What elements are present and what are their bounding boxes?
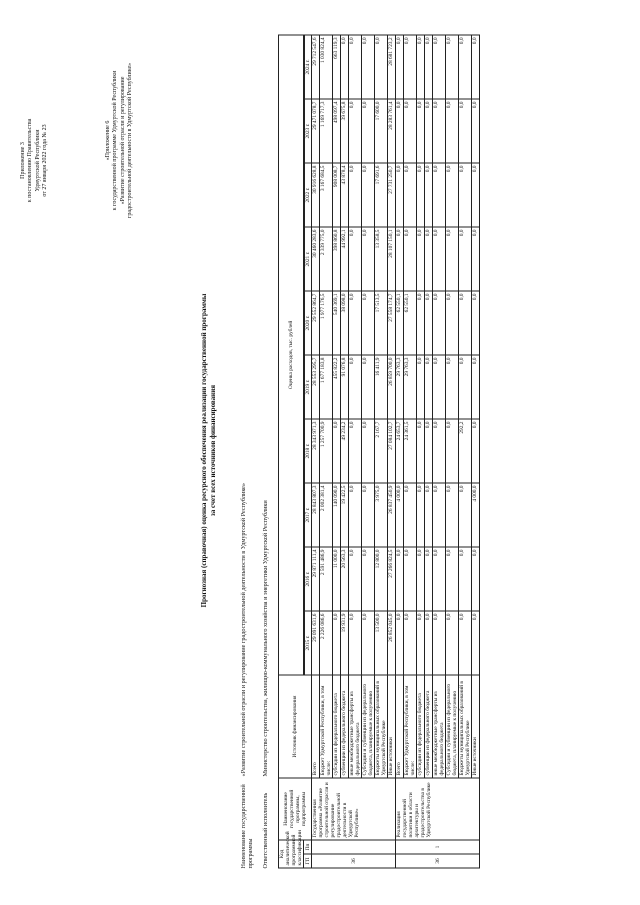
appendix-program-block: [105, 20, 135, 260]
amount-cell: 0,0: [433, 611, 446, 675]
amount-cell: 0,0: [396, 611, 404, 675]
funding-table: [278, 34, 480, 868]
amount-cell: 4 000,0: [396, 483, 404, 547]
amount-cell: 0,0: [446, 547, 459, 611]
amount-cell: 0,0: [417, 547, 425, 611]
gp-code-cell: 36: [312, 854, 396, 868]
table-row: [404, 34, 417, 867]
amount-cell: 0,0: [349, 355, 362, 419]
year-header: 2016 г.: [305, 547, 312, 611]
appendix-line: от 27 января 2022 года № 23: [42, 123, 49, 197]
amount-cell: 0,0: [425, 355, 433, 419]
amount-cell: 0,0: [425, 483, 433, 547]
appendix-program-line: градостроительной деятельности в Удмуртской Республике»: [127, 62, 134, 218]
amount-cell: 24 361,5: [404, 419, 417, 483]
program-name-cell: Государственная программа «Развитие строительной отрасли и регулирование градостроительной деятельности в Удмуртской Республике»: [312, 778, 396, 840]
header-row: [279, 34, 304, 867]
amount-cell: 0,0: [417, 611, 425, 675]
amount-cell: 0,0: [446, 227, 459, 291]
amount-cell: 0,0: [472, 163, 480, 227]
funding-source-cell: Всего: [312, 675, 320, 778]
amount-cell: 2 002 381,4: [320, 483, 333, 547]
amount-cell: 1 977 176,5: [320, 291, 333, 355]
amount-cell: 540 369,1: [333, 291, 341, 355]
amount-cell: 0,0: [459, 163, 472, 227]
funding-source-cell: Иные источники: [388, 675, 396, 778]
amount-cell: 30 916 628,8: [312, 163, 320, 227]
amount-cell: 0,0: [433, 291, 446, 355]
amount-cell: 0,0: [404, 163, 417, 227]
amount-cell: 28 553 295,7: [312, 355, 320, 419]
table-row: [396, 34, 404, 867]
amount-cell: 0,0: [472, 291, 480, 355]
gp-code-cell: 36: [396, 854, 480, 868]
program-meta: [240, 482, 255, 868]
amount-cell: 0,0: [362, 34, 375, 98]
funding-source-cell: Бюджет Удмуртской Республики, в том числе:: [404, 675, 417, 778]
funding-source-cell: Бюджет Удмуртской Республики, в том числе:: [320, 675, 333, 778]
amount-cell: 0,0: [459, 483, 472, 547]
amount-cell: 16 411,9: [375, 355, 388, 419]
table-row: [425, 34, 433, 867]
amount-cell: 0,0: [425, 227, 433, 291]
amount-cell: 0,0: [396, 227, 404, 291]
amount-cell: 0,0: [362, 291, 375, 355]
table-row: [388, 34, 396, 867]
amount-cell: 62 550,1: [396, 291, 404, 355]
amount-cell: 0,0: [417, 227, 425, 291]
amount-cell: 27 558 174,7: [388, 291, 396, 355]
amount-cell: 0,0: [362, 483, 375, 547]
table-row: [362, 34, 375, 867]
amount-cell: 0,0: [472, 99, 480, 163]
amount-cell: 0,0: [459, 34, 472, 98]
pp-code-cell: [312, 840, 396, 854]
amount-cell: 3 975,0: [375, 483, 388, 547]
amount-cell: 0,0: [404, 34, 417, 98]
amount-cell: 0,0: [396, 99, 404, 163]
amount-cell: 0,0: [472, 355, 480, 419]
amount-cell: 0,0: [459, 547, 472, 611]
funding-source-cell: Бюджеты муниципальных образований в Удмуртской Республике: [459, 675, 472, 778]
amount-cell: 0,0: [459, 99, 472, 163]
appendix-line: Удмуртской Республики: [34, 129, 41, 191]
amount-cell: 4 000,0: [472, 483, 480, 547]
amount-cell: 0,0: [417, 34, 425, 98]
amount-cell: 0,0: [425, 291, 433, 355]
amount-cell: 140 090,0: [333, 483, 341, 547]
amount-cell: 24 653,7: [396, 419, 404, 483]
amount-cell: 0,0: [362, 355, 375, 419]
funding-source-cell: Бюджеты муниципальных образований в Удмуртской Республике: [375, 675, 388, 778]
amount-cell: 29 763,3: [396, 355, 404, 419]
amount-cell: 0,0: [404, 99, 417, 163]
amount-cell: 0,0: [362, 419, 375, 483]
amount-cell: 0,0: [349, 291, 362, 355]
amount-cell: 0,0: [417, 419, 425, 483]
table-row: [341, 34, 349, 867]
amount-cell: 0,0: [433, 483, 446, 547]
amount-cell: 27 084 102,7: [388, 419, 396, 483]
table-row: [459, 34, 472, 867]
table-row: [417, 34, 425, 867]
amount-cell: 28 283 761,4: [388, 99, 396, 163]
amount-cell: 663 119,3: [333, 34, 341, 98]
title-line-1: Прогнозная (справочная) оценка ресурсного обеспечения реализации государственной программы: [200, 293, 208, 607]
amount-cell: 0,0: [433, 34, 446, 98]
appendix-line: к постановлению Правительства: [27, 118, 34, 202]
year-header: 2022 г.: [305, 163, 312, 227]
funding-source-cell: иные межбюджетные трансферты из федерального бюджета: [433, 675, 446, 778]
table-row: [333, 34, 341, 867]
table-row: [472, 34, 480, 867]
amount-cell: 29 471 078,7: [312, 99, 320, 163]
amount-cell: 0,0: [446, 291, 459, 355]
amount-cell: 26 859 700,0: [388, 355, 396, 419]
executor-meta: [262, 499, 269, 868]
gp-header: ГП: [304, 854, 312, 868]
year-header: 2017 г.: [305, 483, 312, 547]
table-row: [320, 34, 333, 867]
amount-cell: 0,0: [375, 34, 388, 98]
document-title: [200, 145, 218, 755]
amount-cell: 0,0: [404, 483, 417, 547]
amount-cell: 3 167 684,5: [320, 163, 333, 227]
amount-cell: 1 030 824,4: [320, 34, 333, 98]
amount-cell: 0,0: [396, 163, 404, 227]
year-header: 2021 г.: [305, 227, 312, 291]
amount-cell: 12 800,0: [375, 547, 388, 611]
amount-cell: 28 681 723,2: [388, 34, 396, 98]
program-name-cell: Реализация государственной политики в области архитектуры и градостроительства в Удмуртской Республике: [396, 778, 480, 840]
amount-cell: 28 343 971,3: [312, 419, 320, 483]
amount-cell: 398 860,8: [333, 227, 341, 291]
amount-cell: 0,0: [459, 355, 472, 419]
amount-cell: 498 097,4: [333, 99, 341, 163]
amount-cell: 91 076,8: [341, 355, 349, 419]
table-row: [312, 34, 320, 867]
amount-cell: 2 591 486,9: [320, 547, 333, 611]
amount-cell: 0,0: [349, 34, 362, 98]
amount-cell: 0,0: [446, 163, 459, 227]
amount-cell: 29 871 111,4: [312, 547, 320, 611]
amount-cell: 0,0: [433, 163, 446, 227]
amount-cell: 0,0: [425, 34, 433, 98]
year-header: 2024 г.: [305, 34, 312, 98]
amount-cell: 0,0: [433, 547, 446, 611]
table-row: [446, 34, 459, 867]
amount-cell: 0,0: [417, 99, 425, 163]
amount-cell: 17 600,0: [375, 99, 388, 163]
amount-cell: 27 266 824,5: [388, 547, 396, 611]
amount-cell: 20 563,3: [341, 547, 349, 611]
program-label: Наименование государственной программы: [240, 783, 255, 868]
amount-cell: 0,0: [349, 547, 362, 611]
amount-cell: 0,0: [349, 227, 362, 291]
year-header: 2018 г.: [305, 419, 312, 483]
amount-cell: 0,0: [472, 227, 480, 291]
funding-source-cell: субвенции из федерального бюджета: [341, 675, 349, 778]
amount-cell: 49 234,2: [341, 419, 349, 483]
amount-cell: 0,0: [425, 163, 433, 227]
amount-cell: 2 226 086,6: [320, 611, 333, 675]
amount-cell: 0,0: [459, 611, 472, 675]
amount-cell: 0,0: [472, 611, 480, 675]
pp-code-cell: 1: [396, 840, 480, 854]
amount-cell: 38 098,0: [341, 291, 349, 355]
amount-cell: 39 675,8: [341, 99, 349, 163]
estimate-header: Оценка расходов, тыс. рублей: [279, 34, 304, 674]
amount-cell: 0,0: [425, 611, 433, 675]
year-header: 2020 г.: [305, 291, 312, 355]
pp-header: Пп: [304, 840, 312, 854]
amount-cell: 17 691,6: [375, 163, 388, 227]
amount-cell: 908 008,7: [333, 163, 341, 227]
amount-cell: 0,0: [349, 483, 362, 547]
amount-cell: 455 822,2: [333, 355, 341, 419]
amount-cell: 0,0: [417, 291, 425, 355]
amount-cell: 0,0: [362, 547, 375, 611]
amount-cell: 19 422,5: [341, 483, 349, 547]
amount-cell: 17 513,5: [375, 291, 388, 355]
amount-cell: 0,0: [396, 34, 404, 98]
amount-cell: 0,0: [472, 34, 480, 98]
amount-cell: 26 837 450,9: [388, 483, 396, 547]
amount-cell: 0,0: [425, 547, 433, 611]
amount-cell: 0,0: [433, 99, 446, 163]
amount-cell: 0,0: [404, 611, 417, 675]
amount-cell: 43 878,4: [341, 163, 349, 227]
amount-cell: 0,0: [362, 99, 375, 163]
amount-cell: 29 763,3: [404, 355, 417, 419]
amount-cell: 13 358,5: [375, 227, 388, 291]
title-line-2: за счет всех источников финансирования: [209, 384, 217, 516]
amount-cell: 29 091 631,6: [312, 611, 320, 675]
amount-cell: 0,0: [446, 355, 459, 419]
amount-cell: 0,0: [446, 611, 459, 675]
amount-cell: 0,0: [396, 547, 404, 611]
amount-cell: 0,0: [404, 227, 417, 291]
amount-cell: 0,0: [446, 419, 459, 483]
source-header: Источник финансирования: [279, 675, 312, 778]
amount-cell: 0,0: [349, 419, 362, 483]
amount-cell: 0,0: [349, 163, 362, 227]
amount-cell: 0,0: [433, 419, 446, 483]
amount-cell: 0,0: [446, 34, 459, 98]
amount-cell: 0,0: [417, 483, 425, 547]
amount-cell: 1 257 700,9: [320, 419, 333, 483]
amount-cell: 0,0: [446, 483, 459, 547]
program-value: «Развитие строительной отрасли и регулирование градостроительной деятельности в Удмуртской Республике»: [240, 482, 247, 776]
amount-cell: 0,0: [425, 419, 433, 483]
amount-cell: 0,0: [333, 419, 341, 483]
table-row: [433, 34, 446, 867]
amount-cell: 292,2: [459, 419, 472, 483]
amount-cell: 0,0: [472, 419, 480, 483]
amount-cell: 0,0: [341, 34, 349, 98]
amount-cell: 19 931,9: [341, 611, 349, 675]
amount-cell: 0,0: [459, 291, 472, 355]
amount-cell: 28 843 807,3: [312, 483, 320, 547]
amount-cell: 0,0: [417, 163, 425, 227]
amount-cell: 44 992,1: [341, 227, 349, 291]
amount-cell: 0,0: [362, 163, 375, 227]
amount-cell: 2 167,7: [375, 419, 388, 483]
amount-cell: 0,0: [433, 227, 446, 291]
name-header: Наименование государственной программы, подпрограммы: [279, 778, 312, 840]
amount-cell: 0,0: [349, 99, 362, 163]
amount-cell: 0,0: [417, 355, 425, 419]
table-row: [375, 34, 388, 867]
amount-cell: 0,0: [433, 355, 446, 419]
amount-cell: 30 460 283,6: [312, 227, 320, 291]
amount-cell: 27 731 250,7: [388, 163, 396, 227]
funding-source-cell: Иные источники: [472, 675, 480, 778]
appendix-block: [20, 55, 50, 265]
funding-source-cell: субвенции из федерального бюджета: [425, 675, 433, 778]
amount-cell: 13 500,0: [375, 611, 388, 675]
appendix-program-line: «Приложение 6: [105, 120, 111, 160]
amount-cell: 0,0: [425, 99, 433, 163]
amount-cell: 0,0: [472, 547, 480, 611]
appendix-program-line: к государственной программе Удмуртской Республики: [112, 70, 119, 210]
amount-cell: 62 550,1: [404, 291, 417, 355]
amount-cell: 0,0: [459, 227, 472, 291]
funding-source-cell: Субсидии и субвенции из федерального бюджета, планируемые к получению: [362, 675, 375, 778]
funding-source-cell: Всего: [396, 675, 404, 778]
amount-cell: 1 169 717,3: [320, 99, 333, 163]
funding-source-cell: Субсидии и субвенции из федерального бюджета, планируемые к получению: [446, 675, 459, 778]
amount-cell: 2 339 775,0: [320, 227, 333, 291]
year-header: 2019 г.: [305, 355, 312, 419]
amount-cell: 29 712 547,6: [312, 34, 320, 98]
year-header: 2015 г.: [305, 611, 312, 675]
amount-cell: 29 552 864,7: [312, 291, 320, 355]
amount-cell: 0,0: [404, 547, 417, 611]
amount-cell: 0,0: [446, 99, 459, 163]
amount-cell: 26 852 045,0: [388, 611, 396, 675]
funding-source-cell: иные межбюджетные трансферты из федерального бюджета: [349, 675, 362, 778]
table-row: [349, 34, 362, 867]
year-header: 2023 г.: [305, 99, 312, 163]
amount-cell: 0,0: [333, 611, 341, 675]
amount-cell: 0,0: [362, 611, 375, 675]
amount-cell: 1 677 183,8: [320, 355, 333, 419]
amount-cell: 11 000,0: [333, 547, 341, 611]
executor-value: Министерство строительства, жилищно-коммунального хозяйства и энергетики Удмуртской Республики: [262, 499, 269, 776]
amount-cell: 28 107 150,1: [388, 227, 396, 291]
appendix-program-line: «Развитие строительной отрасли и регулирование: [119, 76, 126, 204]
funding-source-cell: субсидии из федерального бюджета: [417, 675, 425, 778]
appendix-line: Приложение 3: [20, 141, 26, 179]
funding-source-cell: субсидии из федерального бюджета: [333, 675, 341, 778]
table-body: [312, 34, 480, 867]
executor-label: Ответственный исполнитель: [262, 792, 269, 868]
amount-cell: 0,0: [349, 611, 362, 675]
code-header: Код аналитической программной классификации: [279, 840, 304, 868]
amount-cell: 0,0: [362, 227, 375, 291]
